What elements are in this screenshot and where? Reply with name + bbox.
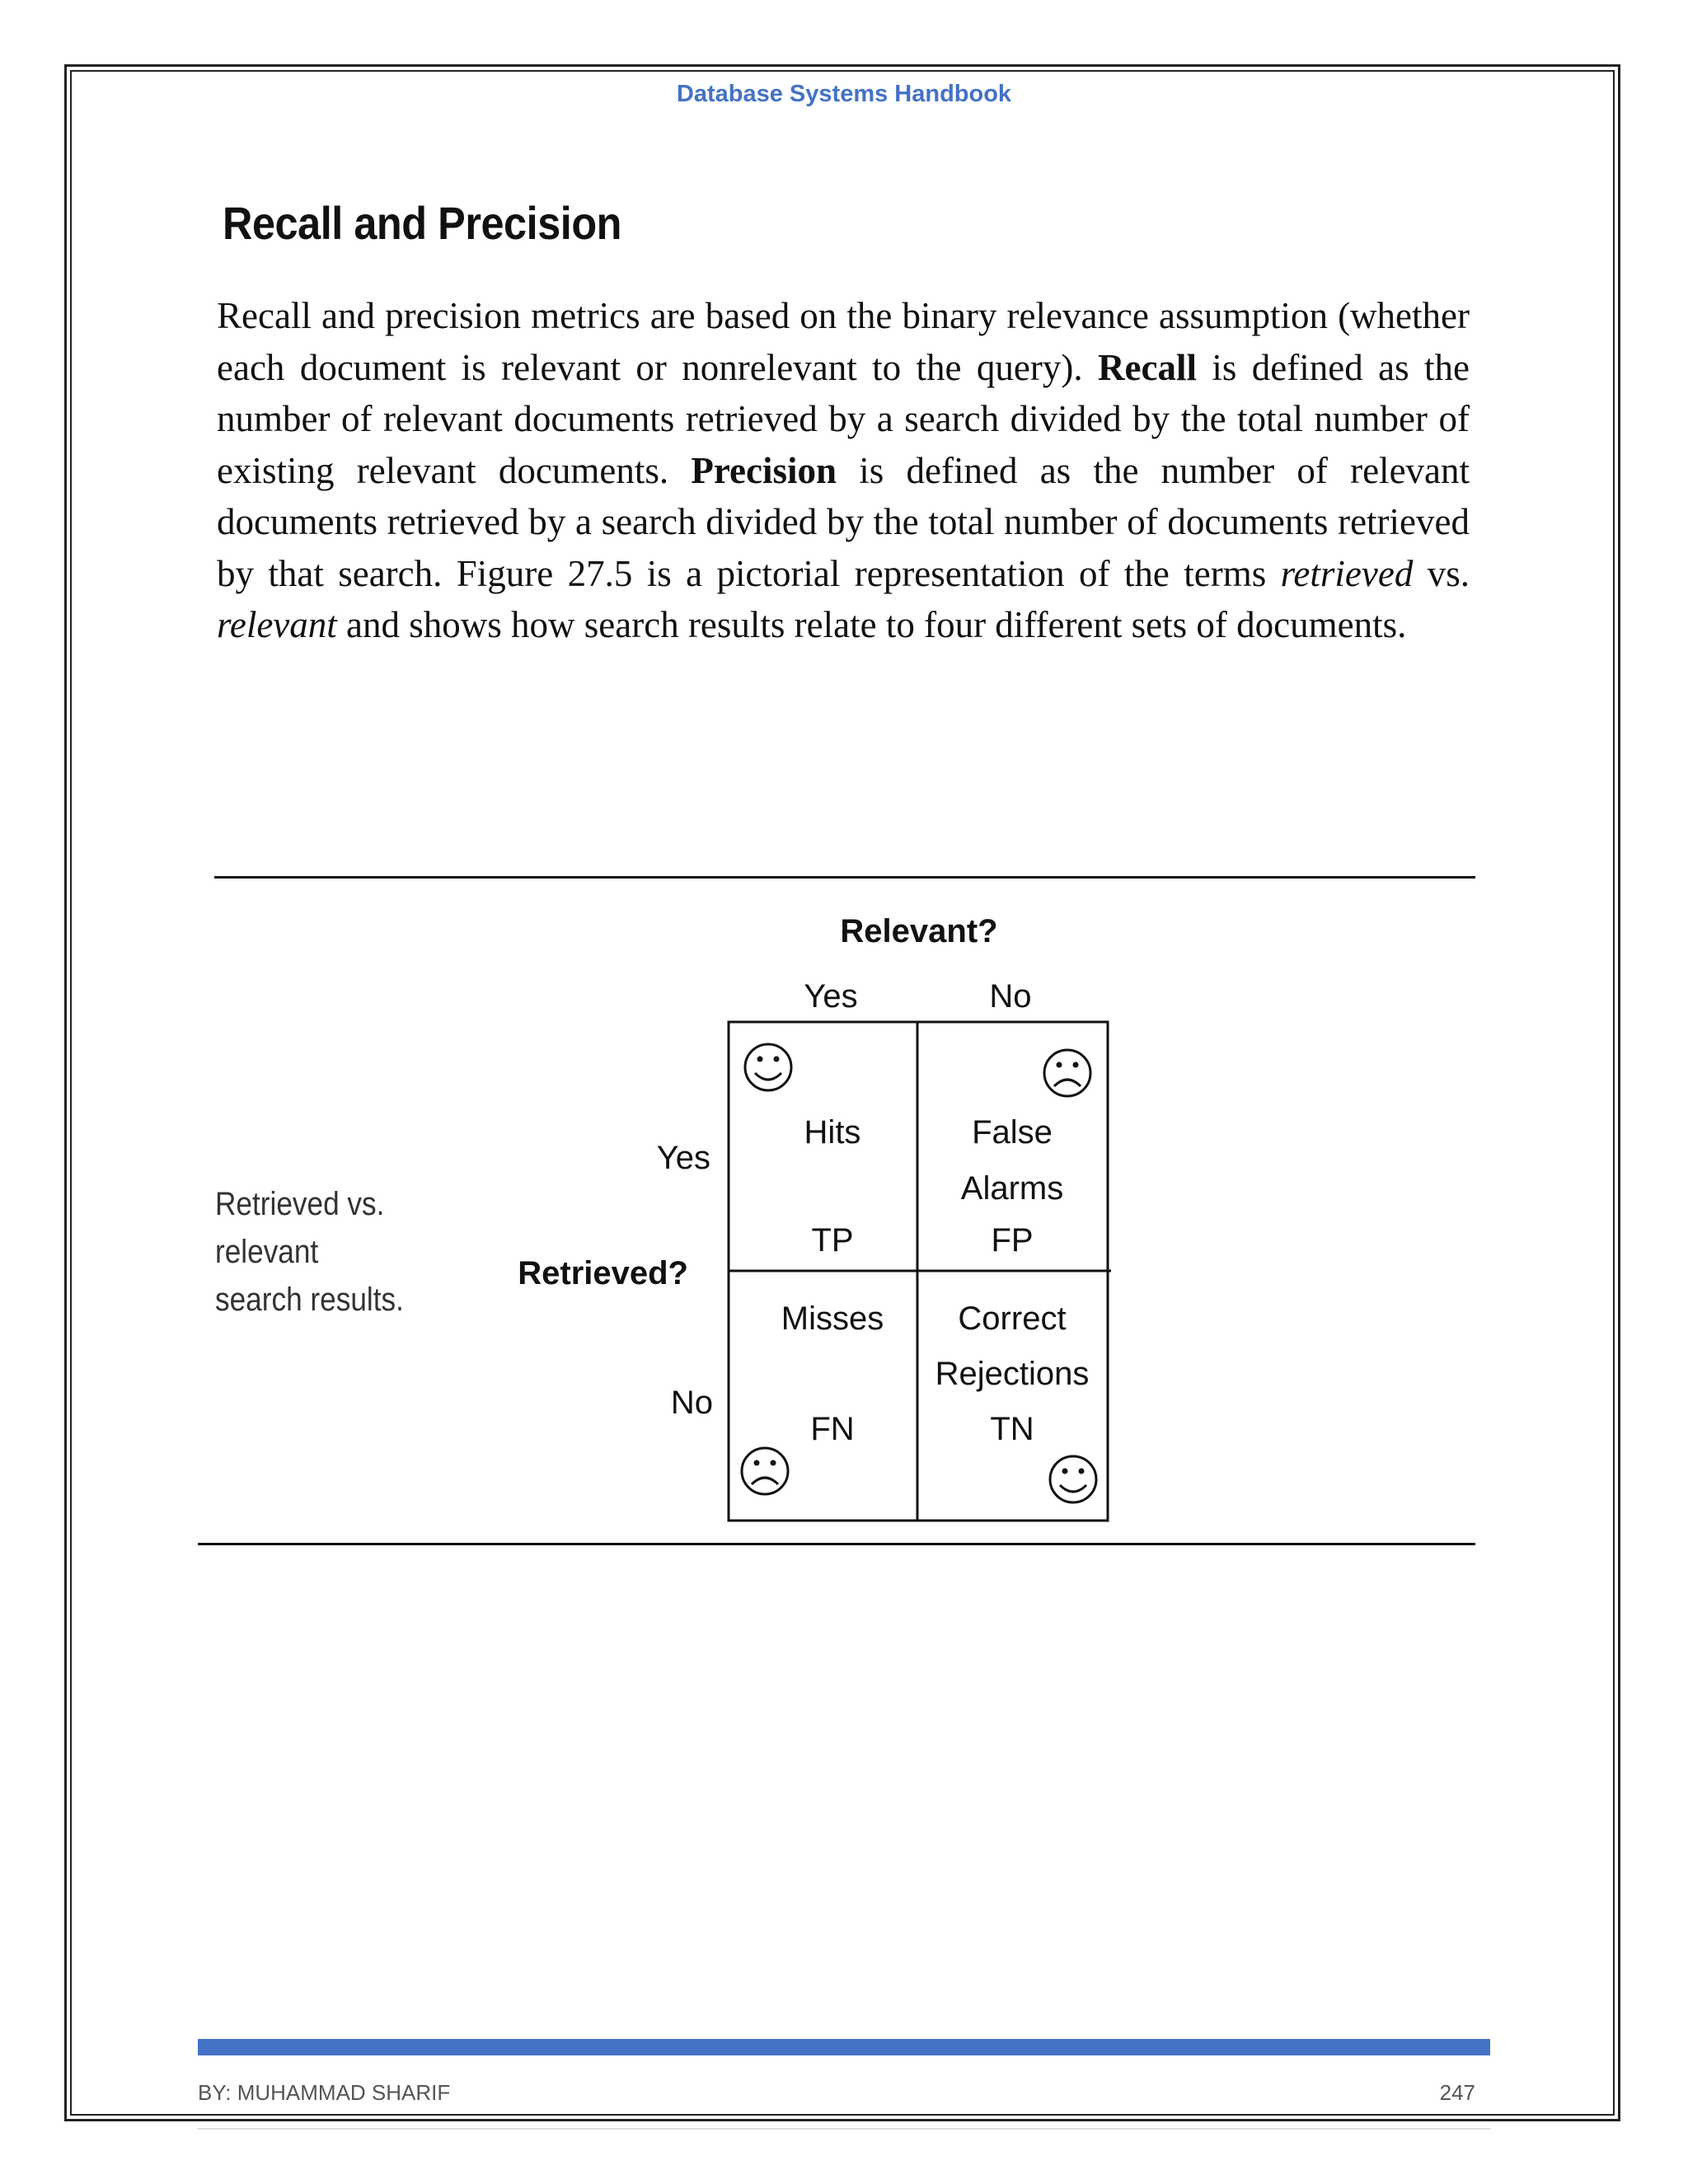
tn-cell-name-line-2: Rejections bbox=[935, 1356, 1090, 1392]
row-no-label: No bbox=[670, 1385, 713, 1421]
running-header: Database Systems Handbook bbox=[676, 81, 1012, 107]
fp-cell-name-line-2: Alarms bbox=[960, 1170, 1064, 1207]
fn-cell-name: Misses bbox=[781, 1301, 884, 1337]
retrieved-axis-label: Retrieved? bbox=[518, 1255, 688, 1291]
tn-cell-name-line-1: Correct bbox=[958, 1301, 1067, 1337]
section-title: Recall and Precision bbox=[223, 197, 622, 249]
precision-term: Precision bbox=[691, 449, 837, 491]
tn-cell-code: TN bbox=[990, 1411, 1034, 1447]
tp-cell-code: TP bbox=[811, 1222, 854, 1258]
footer-bar bbox=[198, 2039, 1490, 2055]
body-paragraph bbox=[217, 290, 1470, 651]
row-yes-label: Yes bbox=[656, 1140, 710, 1176]
figure-top-rule bbox=[214, 876, 1475, 879]
column-no-label: No bbox=[989, 978, 1032, 1015]
paragraph-sentence-4: and shows how search results relate to four different sets of documents. bbox=[346, 604, 1407, 645]
paragraph-sentence-3: is defined as the number of relevant documents retrieved by a search divided by the total number of documents retrieved by that search. Figure 27.5 is a pictorial representation of the terms bbox=[217, 449, 1470, 594]
relevant-term: relevant bbox=[217, 604, 337, 645]
fn-cell-code: FN bbox=[810, 1411, 855, 1447]
caption-line-2: search results. bbox=[215, 1282, 404, 1318]
fp-cell-code: FP bbox=[991, 1222, 1034, 1258]
page-number: 247 bbox=[1439, 2080, 1475, 2105]
recall-term: Recall bbox=[1098, 346, 1197, 388]
figure-caption bbox=[215, 1180, 490, 1324]
footer-line bbox=[198, 2128, 1490, 2130]
column-yes-label: Yes bbox=[804, 978, 858, 1015]
figure-bottom-rule bbox=[198, 1543, 1475, 1545]
vs-word: vs. bbox=[1427, 552, 1470, 594]
tp-cell-name: Hits bbox=[804, 1114, 861, 1151]
paragraph-sentence-2: is defined as the number of relevant documents retrieved by a search divided by the total number of existing relevant documents. bbox=[217, 346, 1470, 491]
footer-author: BY: MUHAMMAD SHARIF bbox=[198, 2080, 451, 2105]
fp-cell-name-line-1: False bbox=[972, 1114, 1053, 1151]
relevant-axis-label: Relevant? bbox=[840, 913, 998, 949]
retrieved-term: retrieved bbox=[1280, 552, 1414, 594]
paragraph-sentence-1: Recall and precision metrics are based on the binary relevance assumption (whether each document is relevant or nonrelevant to the query). bbox=[217, 295, 1470, 388]
caption-line-1: Retrieved vs. relevant bbox=[215, 1186, 385, 1270]
